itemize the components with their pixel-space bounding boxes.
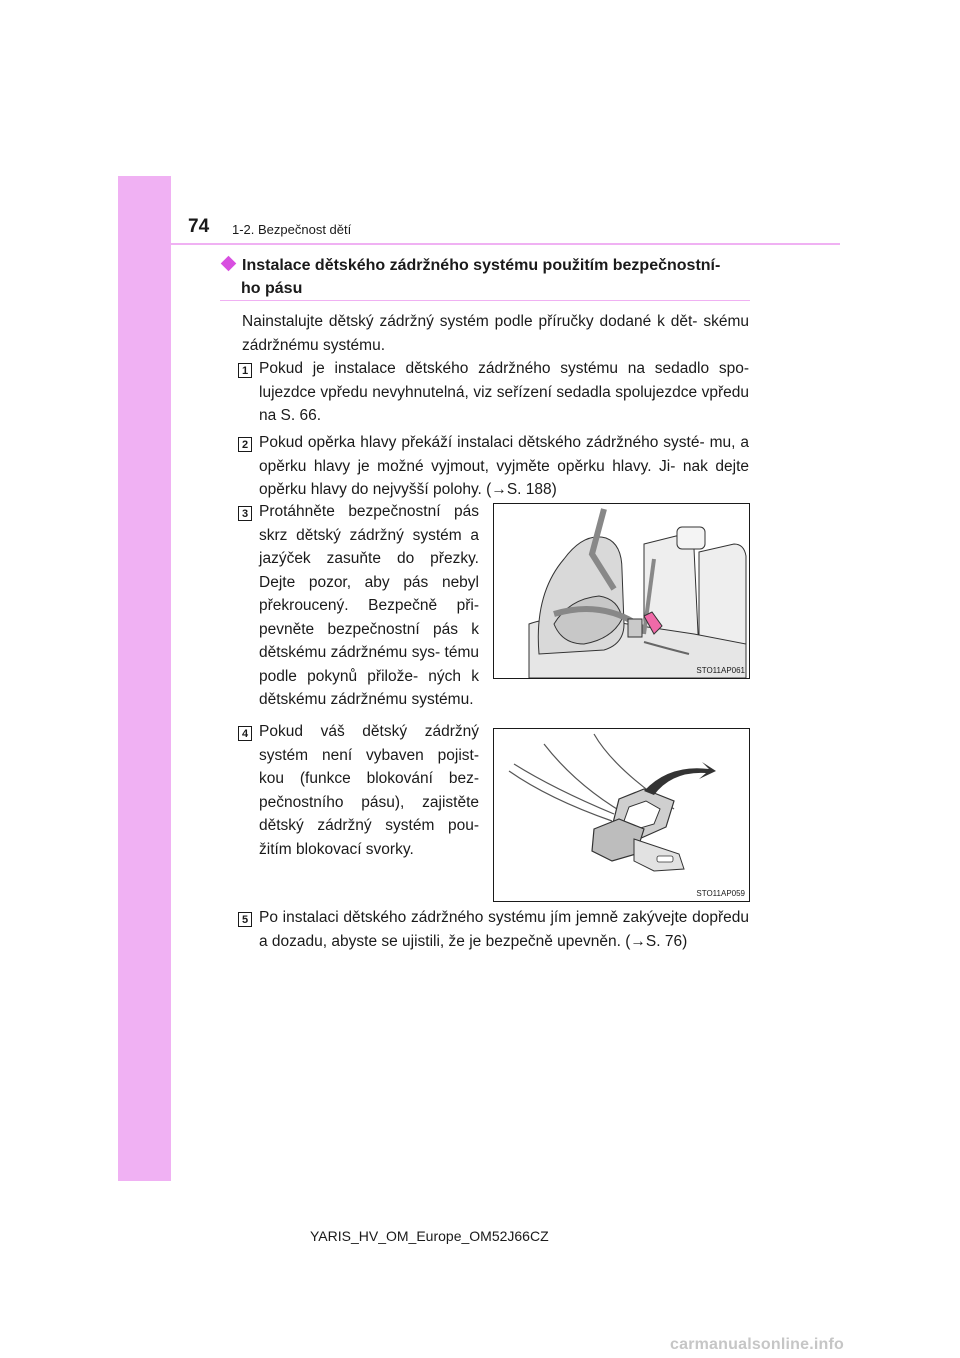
heading-rule [220, 300, 750, 301]
child-seat-illustration [494, 504, 749, 678]
intro-paragraph: Nainstalujte dětský zádržný systém podle příručky dodané k dět- skému zádržnému systému. [242, 313, 749, 354]
watermark: carmanualsonline.info [670, 1336, 845, 1353]
heading-line-1: Instalace dětského zádržného systému použitím bezpečnostní- [242, 257, 721, 274]
locking-clip-illustration [494, 729, 749, 901]
chapter-side-band [118, 176, 171, 1181]
section-title: 1-2. Bezpečnost dětí [232, 222, 352, 237]
diamond-bullet-icon [221, 256, 237, 272]
step-number-1: 1 [238, 363, 252, 378]
figure-code: STO11AP059 [696, 889, 745, 898]
step-text-4: Pokud váš dětský zádržný systém není vybaven pojist- kou (funkce blokování bez- pečnostního pásu), zajistěte dětský zádržný systém pou- žitím blokovací svorky. [259, 723, 479, 858]
step-number-2: 2 [238, 437, 252, 452]
step-text-2: Pokud opěrka hlavy překáží instalaci dětského zádržného systé- mu, a opěrku hlavy je možné vyjmout, vyjměte opěrku hlavy. Ji- nak dejte opěrku hlavy do nejvyšší polohy. (→S. 188) [259, 434, 749, 498]
header-rule [171, 243, 840, 245]
figure-locking-clip [493, 728, 750, 902]
page-number: 74 [188, 216, 210, 237]
step-text-5: Po instalaci dětského zádržného systému jím jemně zakývejte dopředu a dozadu, abyste se ujistili, že je bezpečně upevněn. (→S. 76) [259, 909, 749, 950]
document-footer: YARIS_HV_OM_Europe_OM52J66CZ [310, 1228, 549, 1244]
step-text-1: Pokud je instalace dětského zádržného systému na sedadlo spo- lujezdce vpředu nevyhnutelná, viz seřízení sedadla spolujezdce vpředu na S. 66. [259, 360, 749, 424]
step-number-3: 3 [238, 506, 252, 521]
figure-code: STO11AP061 [696, 666, 745, 675]
subsection-heading [220, 254, 750, 300]
step-number-4: 4 [238, 726, 252, 741]
figure-seat-belt-installation [493, 503, 750, 679]
step-number-5: 5 [238, 912, 252, 927]
step-text-3: Protáhněte bezpečnostní pás skrz dětský zádržný systém a jazýček zasuňte do přezky. Dejte pozor, aby pás nebyl překroucený. Bezpečně při- pevněte bezpečnostní pás k dětskému zádržnému sys- tému podle pokynů přilože- ných k dětskému zádržnému systému. [259, 503, 479, 708]
heading-line-2: ho pásu [241, 280, 303, 297]
